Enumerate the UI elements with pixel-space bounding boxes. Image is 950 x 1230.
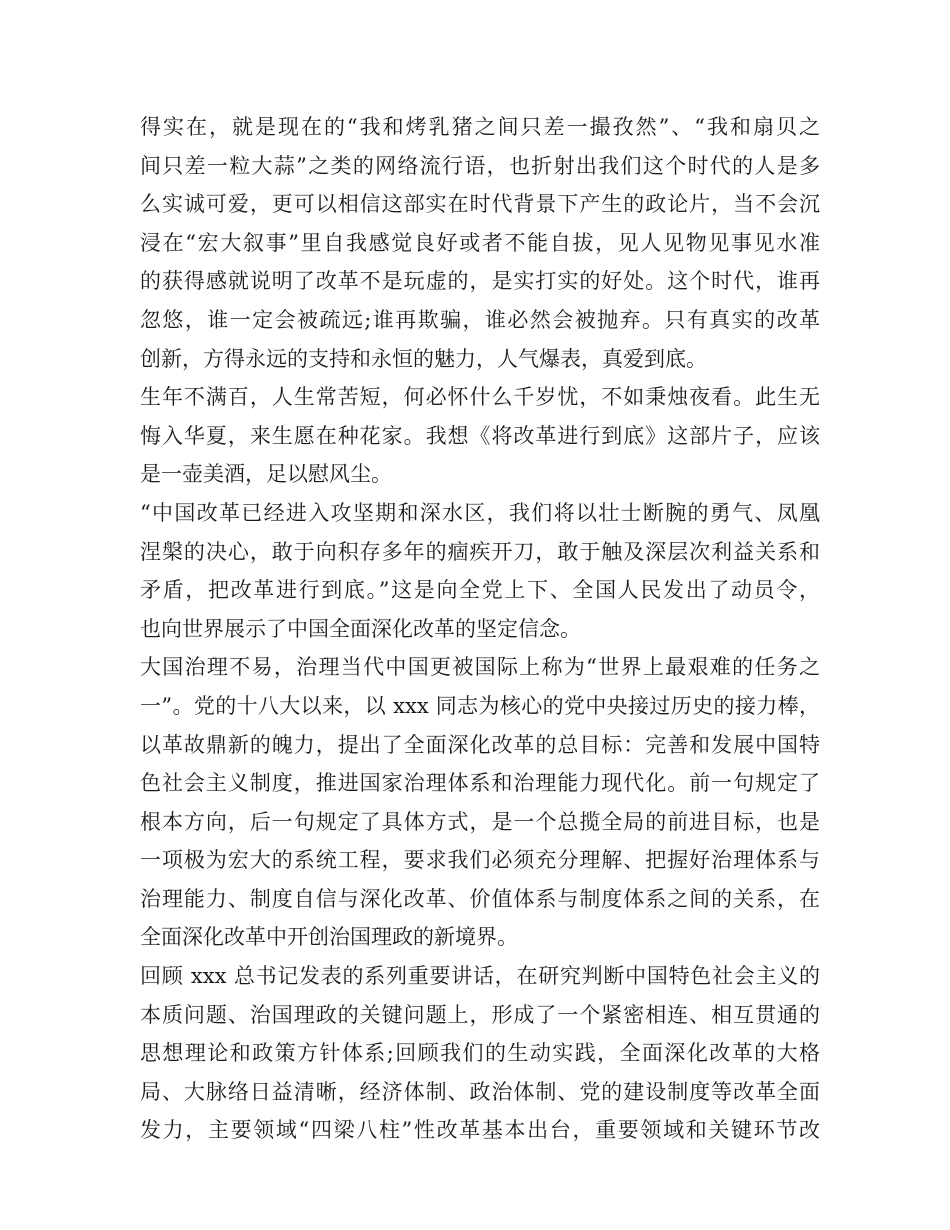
text-line: 涅槃的决心，敢于向积存多年的痼疾开刀，敢于触及深层次利益关系和 — [140, 539, 820, 564]
text-line: 创新，方得永远的支持和永恒的魅力，人气爆表，真爱到底。 — [140, 346, 707, 371]
text-line: 是一壶美酒，足以慰风尘。 — [140, 462, 392, 487]
text-line: 回顾 xxx 总书记发表的系列重要讲话，在研究判断中国特色社会主义的 — [140, 964, 820, 989]
text-line: 本质问题、治国理政的关键问题上，形成了一个紧密相连、相互贯通的 — [140, 1002, 820, 1027]
text-line: 发力，主要领域“四梁八柱”性改革基本出台，重要领域和关键环节改 — [140, 1118, 820, 1143]
text-line: 悔入华夏，来生愿在种花家。我想《将改革进行到底》这部片子，应该 — [140, 423, 820, 448]
text-line: 以革故鼎新的魄力，提出了全面深化改革的总目标：完善和发展中国特 — [140, 732, 820, 757]
text-line: 间只差一粒大蒜”之类的网络流行语，也折射出我们这个时代的人是多 — [140, 153, 820, 178]
text-line: 治理能力、制度自信与深化改革、价值体系与制度体系之间的关系，在 — [140, 886, 820, 911]
text-line: 色社会主义制度，推进国家治理体系和治理能力现代化。前一句规定了 — [140, 771, 820, 796]
text-line: 忽悠，谁一定会被疏远;谁再欺骗，谁必然会被抛弃。只有真实的改革 — [140, 307, 820, 332]
text-line: 一项极为宏大的系统工程，要求我们必须充分理解、把握好治理体系与 — [140, 848, 820, 873]
text-line: 么实诚可爱，更可以相信这部实在时代背景下产生的政论片，当不会沉 — [140, 192, 820, 217]
text-line: 的获得感就说明了改革不是玩虚的，是实打实的好处。这个时代，谁再 — [140, 269, 820, 294]
document-body-text — [140, 108, 820, 1150]
text-line: 大国治理不易，治理当代中国更被国际上称为“世界上最艰难的任务之 — [140, 655, 820, 680]
text-line: 矛盾，把改革进行到底。”这是向全党上下、全国人民发出了动员令， — [140, 578, 820, 603]
text-line: 浸在“宏大叙事”里自我感觉良好或者不能自拔，见人见物见事见水准 — [140, 230, 820, 255]
text-line: 生年不满百，人生常苦短，何必怀什么千岁忧，不如秉烛夜看。此生无 — [140, 385, 820, 410]
text-line: 全面深化改革中开创治国理政的新境界。 — [140, 925, 518, 950]
text-line: 得实在，就是现在的“我和烤乳猪之间只差一撮孜然”、“我和扇贝之 — [140, 115, 820, 139]
text-line: 也向世界展示了中国全面深化改革的坚定信念。 — [140, 616, 581, 641]
text-line: 根本方向，后一句规定了具体方式，是一个总揽全局的前进目标，也是 — [140, 809, 820, 834]
text-line: “中国改革已经进入攻坚期和深水区，我们将以壮士断腕的勇气、凤凰 — [140, 500, 820, 525]
text-line: 局、大脉络日益清晰，经济体制、政治体制、党的建设制度等改革全面 — [140, 1079, 820, 1104]
text-line: 思想理论和政策方针体系;回顾我们的生动实践，全面深化改革的大格 — [140, 1041, 820, 1066]
text-line: 一”。党的十八大以来，以 xxx 同志为核心的党中央接过历史的接力棒， — [140, 693, 820, 718]
